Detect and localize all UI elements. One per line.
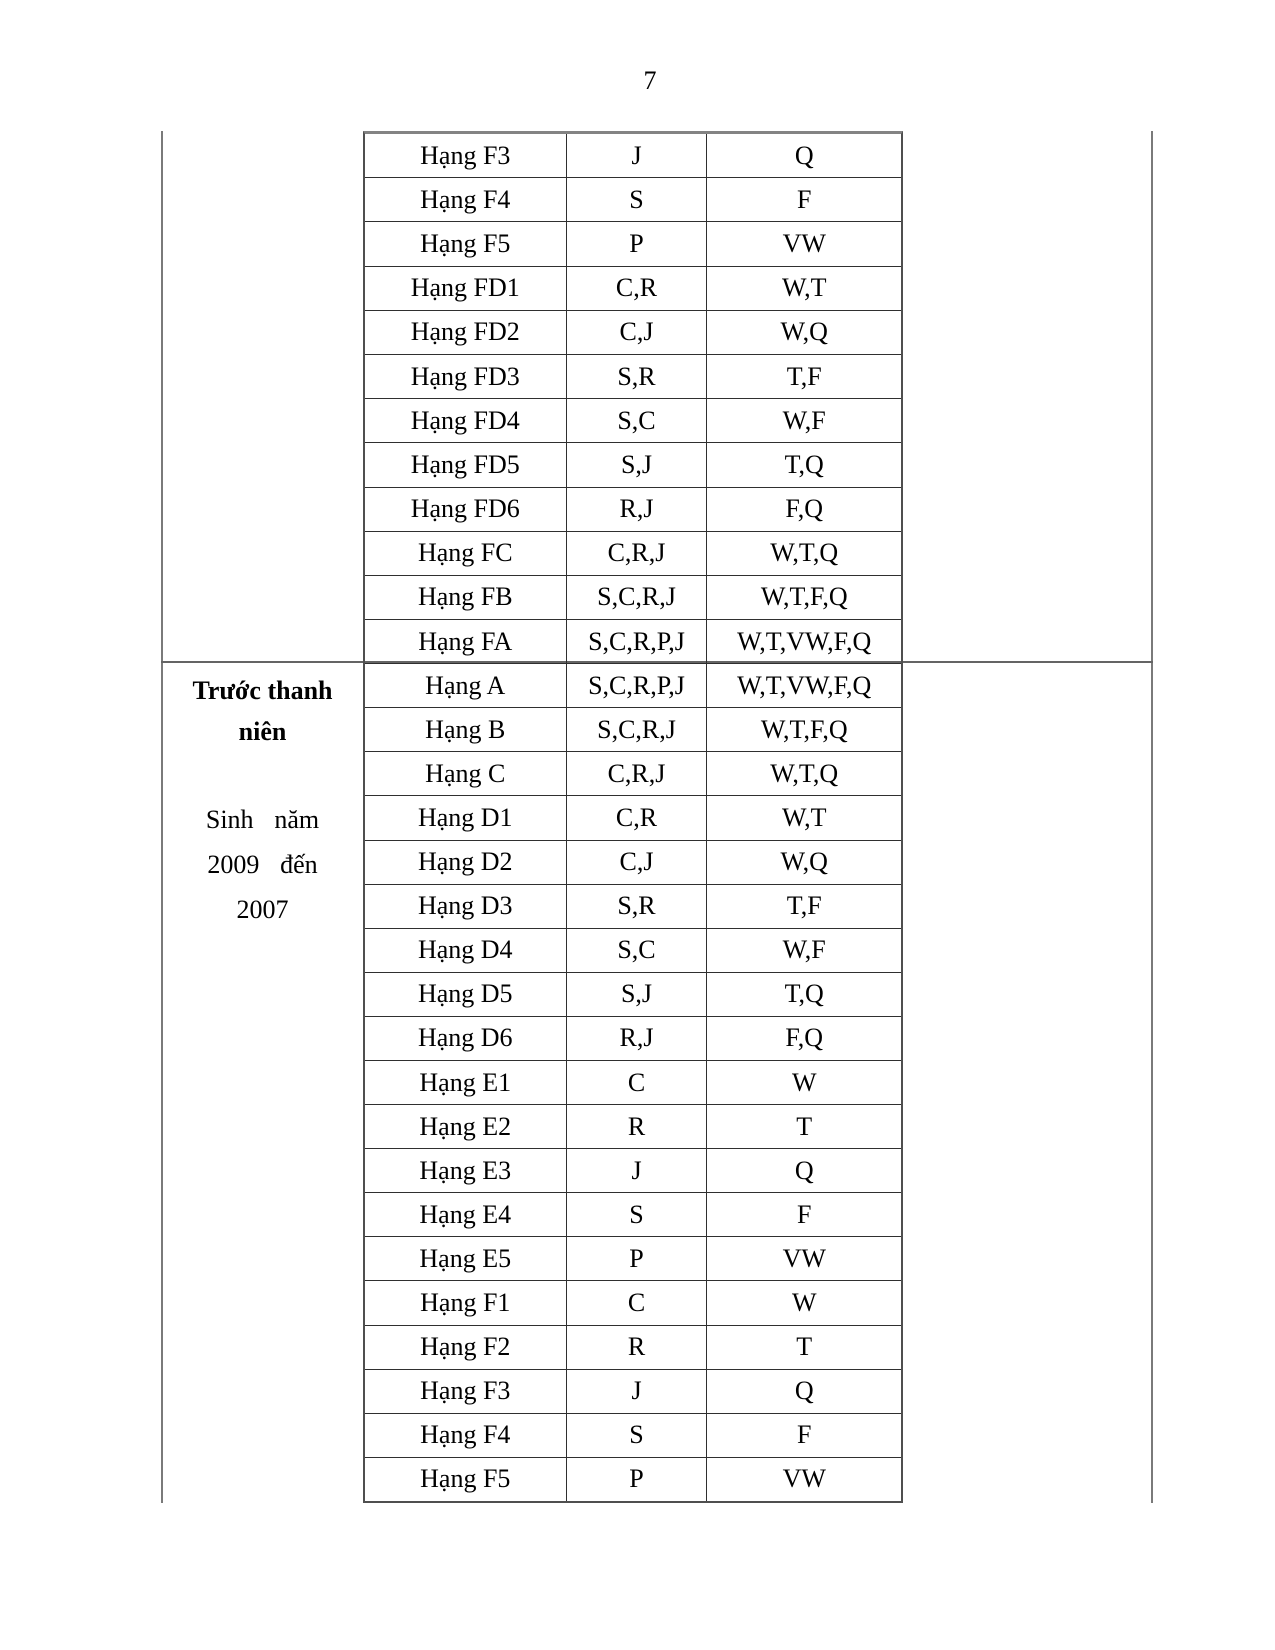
table-cell: S: [567, 1414, 708, 1457]
table-cell: Q: [794, 1376, 814, 1406]
table-row: [365, 1192, 901, 1236]
table-row: [365, 795, 901, 839]
table-cell: T: [796, 1332, 813, 1362]
table-section-continuation: [365, 134, 901, 663]
table-cell: Hạng D5: [365, 973, 567, 1016]
table-cell: T,F: [786, 361, 822, 391]
table-cell: W,Q: [780, 317, 828, 347]
table-row: [365, 619, 901, 663]
table-cell: S,J: [567, 443, 708, 486]
table-row: [365, 707, 901, 751]
age-group-title-line: niên: [238, 717, 287, 746]
table-row: [365, 487, 901, 531]
table-cell: S,J: [567, 973, 708, 1016]
table-cell: F: [796, 184, 812, 214]
table-row: [365, 266, 901, 310]
table-cell: T,F: [786, 891, 822, 921]
table-cell: Hạng F3: [365, 134, 567, 177]
table-cell: Hạng FD2: [365, 311, 567, 354]
table-cell: F: [796, 1199, 812, 1229]
table-cell: Hạng E2: [365, 1105, 567, 1148]
table-row: [365, 1104, 901, 1148]
table-cell: S,R: [567, 355, 708, 398]
table-cell: T,Q: [784, 449, 824, 479]
table-cell: W,T: [781, 273, 827, 303]
table-row: [365, 1016, 901, 1060]
table-row: [365, 1236, 901, 1280]
table-row: [365, 1369, 901, 1413]
table-cell: S,C: [567, 929, 708, 972]
table-cell: W,T,VW,F,Q: [737, 670, 872, 700]
table-row: [365, 531, 901, 575]
table-cell: Hạng F5: [365, 222, 567, 265]
table-row: [365, 575, 901, 619]
table-cell: S,C,R,P,J: [567, 664, 708, 707]
table-cell: W,F: [782, 405, 826, 435]
table-cell: C: [567, 1061, 708, 1104]
table-cell: Hạng D3: [365, 885, 567, 928]
table-cell: S,C,R,J: [567, 708, 708, 751]
table-cell: Hạng D2: [365, 841, 567, 884]
table-cell: P: [567, 1458, 708, 1501]
table-cell: VW: [782, 1464, 826, 1494]
table-row: [365, 398, 901, 442]
table-cell: C: [567, 1281, 708, 1324]
table-cell: Hạng C: [365, 752, 567, 795]
table-cell: T,Q: [784, 979, 824, 1009]
table-cell: W,T,F,Q: [760, 714, 848, 744]
age-group-years-line: Sinh năm: [205, 805, 320, 834]
table-row: [365, 221, 901, 265]
table-cell: W,T,F,Q: [760, 582, 848, 612]
table-row: [365, 442, 901, 486]
outer-table-right-border: [1151, 131, 1153, 1503]
table-cell: R: [567, 1326, 708, 1369]
table-row: [365, 840, 901, 884]
table-cell: P: [567, 222, 708, 265]
table-section-pre-youth: [365, 663, 901, 1501]
table-cell: C,J: [567, 311, 708, 354]
table-cell: Hạng FA: [365, 620, 567, 663]
table-cell: S,R: [567, 885, 708, 928]
table-cell: Hạng FD5: [365, 443, 567, 486]
table-cell: S: [567, 1193, 708, 1236]
table-cell: R: [567, 1105, 708, 1148]
table-cell: S: [567, 178, 708, 221]
table-cell: T: [796, 1111, 813, 1141]
table-cell: W,Q: [780, 847, 828, 877]
table-cell: C,R,J: [567, 532, 708, 575]
table-cell: Hạng E5: [365, 1237, 567, 1280]
table-row: [365, 1413, 901, 1457]
table-row: [365, 354, 901, 398]
table-cell: P: [567, 1237, 708, 1280]
table-cell: W,T,Q: [770, 538, 839, 568]
table-cell: Hạng B: [365, 708, 567, 751]
table-cell: F,Q: [785, 1023, 824, 1053]
table-cell: Hạng FD6: [365, 488, 567, 531]
table-cell: Hạng D1: [365, 796, 567, 839]
table-cell: Hạng E1: [365, 1061, 567, 1104]
table-row: [365, 1148, 901, 1192]
table-row: [365, 1457, 901, 1501]
table-cell: W: [791, 1067, 817, 1097]
table-row: [365, 1060, 901, 1104]
classification-table: [363, 131, 903, 1503]
table-cell: W,T,Q: [770, 758, 839, 788]
table-cell: C,J: [567, 841, 708, 884]
table-cell: Hạng F3: [365, 1370, 567, 1413]
table-row: [365, 884, 901, 928]
table-cell: C,R: [567, 796, 708, 839]
table-cell: Q: [794, 140, 814, 170]
table-cell: W: [791, 1288, 817, 1318]
table-cell: VW: [782, 1243, 826, 1273]
table-cell: R,J: [567, 488, 708, 531]
age-group-title: [162, 670, 363, 752]
table-cell: Hạng E4: [365, 1193, 567, 1236]
table-cell: C,R: [567, 267, 708, 310]
table-cell: J: [567, 1149, 708, 1192]
table-row: [365, 1280, 901, 1324]
table-cell: S,C: [567, 399, 708, 442]
table-cell: Hạng FD3: [365, 355, 567, 398]
table-cell: Hạng D6: [365, 1017, 567, 1060]
table-cell: Hạng D4: [365, 929, 567, 972]
table-row: [365, 310, 901, 354]
table-cell: Hạng F1: [365, 1281, 567, 1324]
table-row: [365, 1325, 901, 1369]
table-cell: F,Q: [785, 494, 824, 524]
age-group-years-line: 2007: [236, 895, 289, 924]
table-cell: VW: [782, 228, 826, 258]
age-group-years: [162, 797, 363, 932]
table-cell: S,C,R,J: [567, 576, 708, 619]
table-cell: Hạng A: [365, 664, 567, 707]
table-cell: C,R,J: [567, 752, 708, 795]
table-cell: Hạng FC: [365, 532, 567, 575]
table-row: [365, 928, 901, 972]
table-cell: W,F: [782, 935, 826, 965]
age-group-years-line: 2009 đến: [207, 850, 318, 879]
table-cell: Hạng FD4: [365, 399, 567, 442]
table-row: [365, 972, 901, 1016]
table-row: [365, 177, 901, 221]
table-cell: Hạng F4: [365, 178, 567, 221]
table-cell: F: [796, 1420, 812, 1450]
age-group-title-line: Trước thanh: [192, 676, 333, 705]
table-cell: Hạng FD1: [365, 267, 567, 310]
page-number: 7: [643, 66, 657, 95]
table-cell: R,J: [567, 1017, 708, 1060]
table-cell: Hạng FB: [365, 576, 567, 619]
table-row: [365, 751, 901, 795]
table-row: [365, 134, 901, 177]
table-cell: J: [567, 1370, 708, 1413]
table-cell: W,T,VW,F,Q: [737, 626, 872, 656]
table-cell: J: [567, 134, 708, 177]
table-cell: Hạng F2: [365, 1326, 567, 1369]
table-row: [365, 663, 901, 707]
table-cell: Hạng F5: [365, 1458, 567, 1501]
table-cell: Hạng F4: [365, 1414, 567, 1457]
table-cell: Q: [794, 1155, 814, 1185]
table-cell: W,T: [781, 802, 827, 832]
table-cell: Hạng E3: [365, 1149, 567, 1192]
table-cell: S,C,R,P,J: [567, 620, 708, 663]
